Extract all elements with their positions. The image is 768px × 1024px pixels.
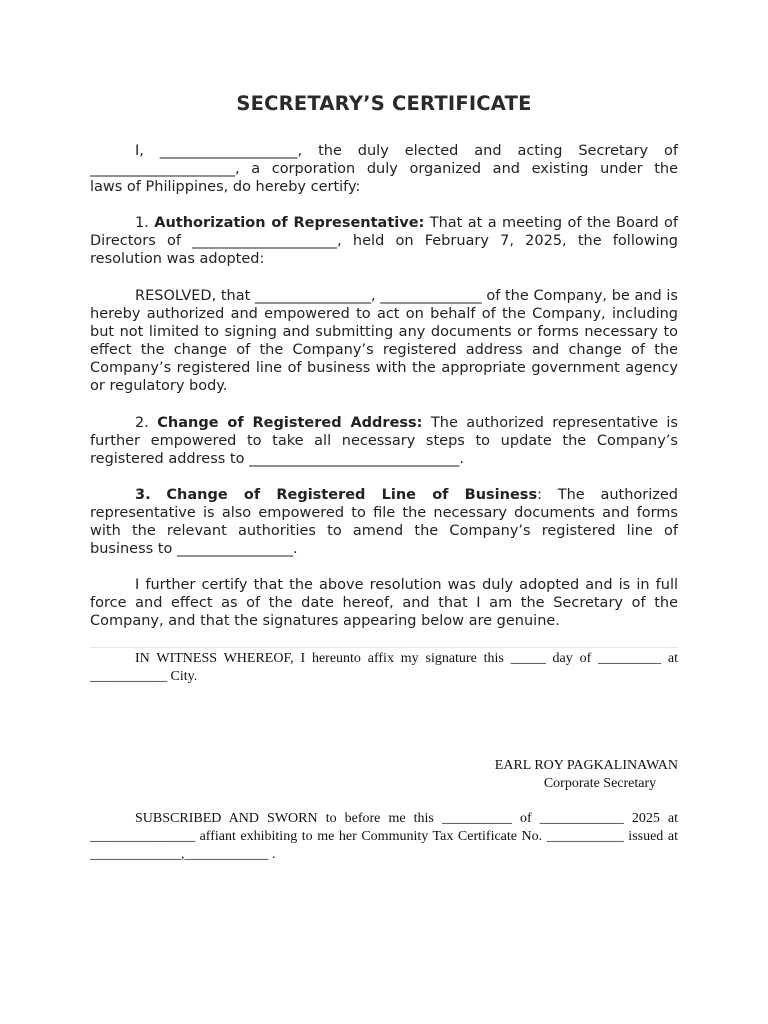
item-change-address <box>90 414 678 468</box>
item-1-text: That at a meeting of the Board of Directors of ____________________, held on February 7, 2025, the following resolution was adopted: <box>90 215 679 267</box>
document-title: SECRETARY’S CERTIFICATE <box>236 92 532 115</box>
further-text: I further certify that the above resolution was duly adopted and is in full force and effect as of the date hereof, and that I am the Secretary of the Company, and that the signatures appearing below are genuine. <box>90 577 678 629</box>
witness-paragraph <box>90 650 678 686</box>
item-2-text: The authorized representative is further empowered to take all necessary steps to update the Company’s registered address to _____________________________. <box>90 415 678 467</box>
item-1-number: 1. <box>135 215 149 231</box>
resolved-paragraph <box>90 287 678 395</box>
further-certify-paragraph <box>90 576 678 630</box>
item-change-business <box>90 486 678 558</box>
item-2-heading: Change of Registered Address: <box>157 415 423 431</box>
item-3-heading: Change of Registered Line of Business <box>166 487 538 503</box>
intro-line-3: laws of Philippines, do hereby certify: <box>90 179 361 195</box>
signatory-role: Corporate Secretary <box>543 776 657 791</box>
signatory-name: EARL ROY PAGKALINAWAN <box>494 758 678 773</box>
subscribed-paragraph <box>90 810 678 864</box>
intro-paragraph <box>90 142 678 196</box>
item-3-number: 3. <box>135 487 151 503</box>
subscribed-text: SUBSCRIBED AND SWORN to before me this __________ of ____________ 2025 at _______________ affiant exhibiting to me her Community Tax Certificate No. ___________ issued at _____________,____________ . <box>90 811 678 862</box>
intro-line-2: ____________________, a corporation duly organized and existing under the <box>90 161 678 177</box>
section-divider <box>90 647 678 648</box>
intro-line-1: I, ___________________, the duly elected and acting Secretary of <box>135 143 678 159</box>
item-authorization <box>90 214 678 268</box>
witness-text: IN WITNESS WHEREOF, I hereunto affix my signature this _____ day of _________ at ___________ City. <box>90 651 678 684</box>
item-1-heading: Authorization of Representative: <box>154 215 425 231</box>
resolved-text: RESOLVED, that ________________, ______________ of the Company, be and is hereby authorized and empowered to act on behalf of the Company, including but not limited to signing and submitting any documents or forms necessary to effect the change of the Company’s registered address and change of the Company’s registered line of business with the appropriate government agency or regulatory body. <box>90 288 678 394</box>
item-3-text: : The authorized representative is also empowered to file the necessary documents and forms with the relevant authorities to amend the Company’s registered line of business to ________________. <box>90 487 679 557</box>
item-2-number: 2. <box>135 415 149 431</box>
